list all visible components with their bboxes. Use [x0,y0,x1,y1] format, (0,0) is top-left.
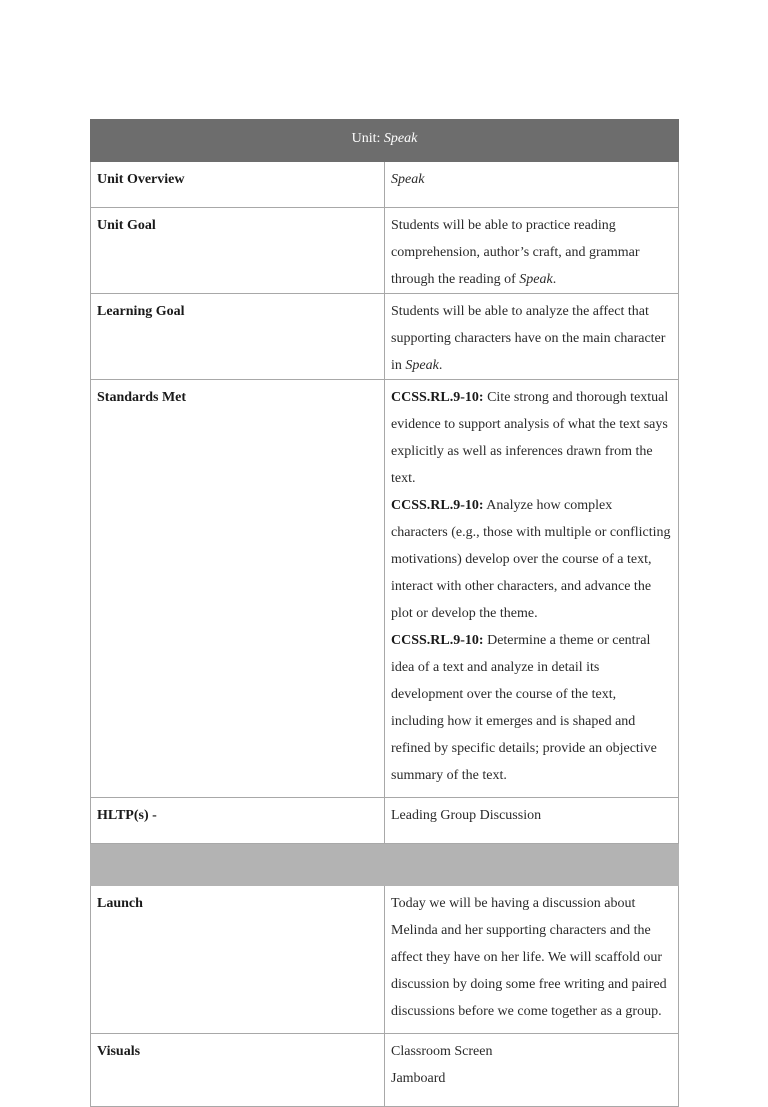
unit-goal-text: Students will be able to practice reading comprehension, author’s craft, and grammar through the reading of [391,218,640,287]
standard-item [391,627,672,789]
standard-text: Cite strong and thorough textual evidence to support analysis of what the text says explicitly as well as inferences drawn from the text. [391,390,669,486]
launch-row [91,886,679,1034]
unit-title-name: Speak [383,131,418,146]
visual-item: Classroom Screen [391,1044,493,1059]
visuals-value [385,1034,679,1107]
launch-value: Today we will be having a discussion about Melinda and her supporting characters and the affect they have on her life. We will scaffold our discussion by doing some free writing and paired discussions before we come together as a group. [385,886,679,1034]
standards-met-value [385,380,679,798]
standard-text: Determine a theme or central idea of a text and analyze in detail its development over the course of the text, including how it emerges and is shaped and refined by specific details; provide an objective summary of the text. [391,633,657,783]
unit-overview-label: Unit Overview [91,162,385,208]
standards-met-row [91,380,679,798]
learning-goal-value [385,294,679,380]
hltp-value: Leading Group Discussion [385,798,679,844]
section-divider-row [91,844,679,886]
learning-goal-end: . [438,358,443,373]
learning-goal-label: Learning Goal [91,294,385,380]
standard-code: CCSS.RL.9-10: [391,498,484,513]
standard-code: CCSS.RL.9-10: [391,390,484,405]
learning-goal-text: Students will be able to analyze the affect that supporting characters have on the main character in [391,304,666,373]
unit-title [91,120,679,162]
unit-plan-table [90,119,679,1107]
section-divider [91,844,679,886]
visual-item: Jamboard [391,1071,446,1086]
unit-goal-end: . [552,272,557,287]
unit-overview-row [91,162,679,208]
hltp-row [91,798,679,844]
unit-goal-book-title: Speak [519,272,553,287]
visuals-row [91,1034,679,1107]
hltp-label: HLTP(s) - [91,798,385,844]
standards-met-label: Standards Met [91,380,385,798]
unit-goal-value [385,208,679,294]
unit-overview-value: Speak [385,162,679,208]
launch-label: Launch [91,886,385,1034]
unit-goal-label: Unit Goal [91,208,385,294]
visuals-label: Visuals [91,1034,385,1107]
standard-text: Analyze how complex characters (e.g., those with multiple or conflicting motivations) develop over the course of a text, interact with other characters, and advance the plot or develop the theme. [391,498,671,621]
unit-goal-row [91,208,679,294]
standard-code: CCSS.RL.9-10: [391,633,484,648]
learning-goal-book-title: Speak [405,358,439,373]
learning-goal-row [91,294,679,380]
standard-item [391,384,672,492]
unit-title-prefix: Unit: [351,131,384,146]
unit-title-row [91,120,679,162]
standard-item [391,492,672,627]
